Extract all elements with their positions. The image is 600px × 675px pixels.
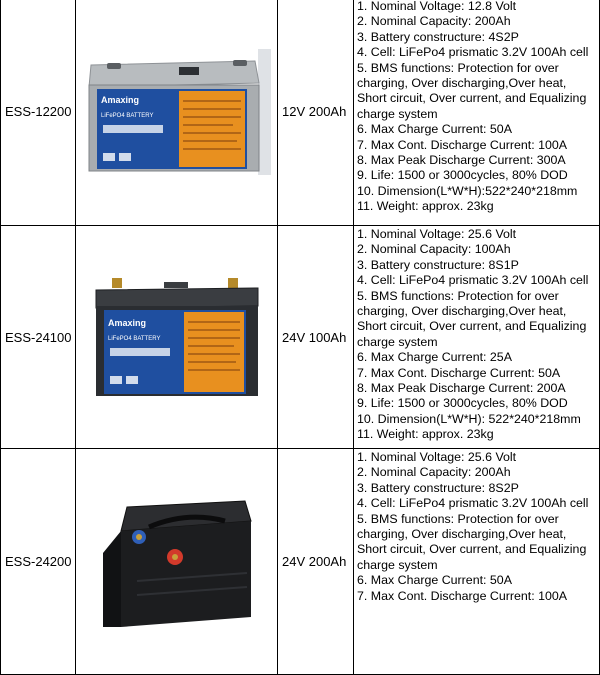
spec-line: 3. Battery constructure: 8S2P — [357, 480, 519, 495]
spec-line: 5. BMS functions: Protection for over charging, Over discharging,Over heat, Short circuit, Over current, and Equalizing charge system — [357, 288, 587, 349]
label-product-text: LiFePO4 BATTERY — [107, 336, 160, 342]
spec-line: 8. Max Peak Discharge Current: 300A — [357, 153, 566, 168]
spec-line: 1. Nominal Voltage: 25.6 Volt — [357, 450, 517, 464]
product-photo-cell — [76, 449, 278, 675]
spec-line: 11. Weight: approx. 23kg — [357, 427, 494, 442]
spec-list — [354, 449, 600, 675]
spec-line: 6. Max Charge Current: 50A — [357, 573, 512, 588]
model-cell: ESS-24200 — [1, 449, 76, 675]
black-battery-image — [94, 276, 260, 398]
spec-line: 1. Nominal Voltage: 25.6 Volt — [357, 227, 517, 241]
rating-cell: 12V 200Ah — [278, 0, 354, 226]
rating-cell: 24V 100Ah — [278, 226, 354, 449]
spec-line: 9. Life: 1500 or 3000cycles, 80% DOD — [357, 396, 568, 411]
spec-line: 4. Cell: LiFePo4 prismatic 3.2V 100Ah cell — [357, 45, 589, 60]
spec-list — [354, 0, 600, 226]
table-row — [1, 449, 600, 675]
spec-line: 2. Nominal Capacity: 100Ah — [357, 242, 511, 257]
product-photo-cell — [76, 226, 278, 449]
spec-line: 3. Battery constructure: 8S1P — [357, 257, 519, 272]
rating-cell: 24V 200Ah — [278, 449, 354, 675]
table-row — [1, 0, 600, 226]
spec-line: 10. Dimension(L*W*H):522*240*218mm — [357, 183, 578, 198]
spec-line: 5. BMS functions: Protection for over charging, Over discharging,Over heat, Short circuit, Over current, and Equalizing charge system — [357, 511, 587, 572]
spec-line: 7. Max Cont. Discharge Current: 100A — [357, 588, 568, 603]
spec-line: 9. Life: 1500 or 3000cycles, 80% DOD — [357, 168, 568, 183]
brand-logo: Amaxing — [100, 94, 139, 105]
grey-battery-image — [83, 49, 271, 175]
black-box-battery-image — [97, 497, 257, 627]
spec-line: 6. Max Charge Current: 25A — [357, 350, 512, 365]
spec-line: 2. Nominal Capacity: 200Ah — [357, 14, 511, 29]
spec-line: 10. Dimension(L*W*H): 522*240*218mm — [357, 411, 581, 426]
spec-line: 2. Nominal Capacity: 200Ah — [357, 465, 511, 480]
model-cell: ESS-24100 — [1, 226, 76, 449]
product-photo — [94, 276, 260, 398]
spec-line: 1. Nominal Voltage: 12.8 Volt — [357, 0, 517, 13]
model-cell: ESS-12200 — [1, 0, 76, 226]
product-photo — [83, 49, 271, 175]
brand-logo: Amaxing — [107, 318, 146, 328]
table-row — [1, 226, 600, 449]
spec-line: 3. Battery constructure: 4S2P — [357, 29, 519, 44]
product-photo-cell — [76, 0, 278, 226]
spec-line: 4. Cell: LiFePo4 prismatic 3.2V 100Ah cell — [357, 273, 589, 288]
spec-list — [354, 226, 600, 449]
spec-line: 8. Max Peak Discharge Current: 200A — [357, 381, 566, 396]
spec-line: 5. BMS functions: Protection for over charging, Over discharging,Over heat, Short circuit, Over current, and Equalizing charge system — [357, 60, 587, 121]
spec-line: 11. Weight: approx. 23kg — [357, 199, 494, 214]
spec-line: 7. Max Cont. Discharge Current: 100A — [357, 137, 568, 152]
spec-line: 7. Max Cont. Discharge Current: 50A — [357, 365, 561, 380]
spec-line: 4. Cell: LiFePo4 prismatic 3.2V 100Ah cell — [357, 496, 589, 511]
product-photo — [97, 497, 257, 627]
spec-line: 6. Max Charge Current: 50A — [357, 122, 512, 137]
label-product-text: LiFePO4 BATTERY — [100, 112, 153, 119]
